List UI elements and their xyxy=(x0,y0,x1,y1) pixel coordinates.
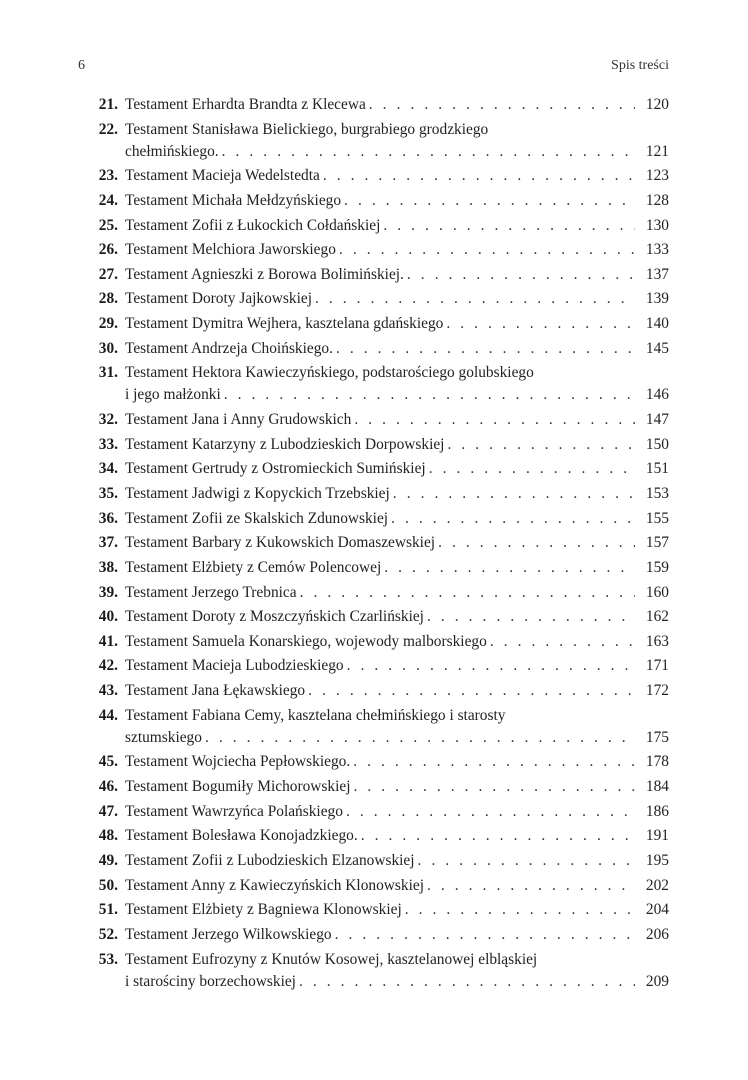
dot-leader xyxy=(305,680,635,702)
entry-page-number: 146 xyxy=(645,386,669,404)
entry-title-line: Testament Bolesława Konojadzkiego. xyxy=(125,827,358,845)
toc-entry xyxy=(78,825,669,847)
toc-entry xyxy=(78,264,669,286)
entry-title xyxy=(118,288,669,310)
page-number: 6 xyxy=(78,58,85,73)
entry-title-line: Testament Jerzego Trebnica xyxy=(125,583,297,601)
entry-title-line: Testament Zofii z Łukockich Cołdańskiej xyxy=(125,216,381,234)
toc-entry xyxy=(78,165,669,187)
entry-page-number: 178 xyxy=(645,753,669,771)
dot-leader xyxy=(380,215,635,237)
dot-leader xyxy=(404,264,635,286)
entry-leader-line xyxy=(125,141,669,163)
entry-title xyxy=(118,631,669,653)
dot-leader xyxy=(358,825,635,847)
dot-leader xyxy=(426,458,635,480)
entry-page-number: 184 xyxy=(645,778,669,796)
entry-leader-line xyxy=(125,825,669,847)
toc-entry xyxy=(78,899,669,921)
entry-title xyxy=(118,239,669,261)
entry-leader-line xyxy=(125,631,669,653)
dot-leader xyxy=(296,971,635,993)
entry-number: 23. xyxy=(98,167,118,185)
toc-entry xyxy=(78,190,669,212)
toc-entry xyxy=(78,557,669,579)
entry-page-number: 155 xyxy=(645,509,669,527)
dot-leader xyxy=(320,165,635,187)
entry-page-number: 151 xyxy=(645,460,669,478)
entry-title-line: Testament Michała Mełdzyńskiego xyxy=(125,191,342,209)
entry-number: 41. xyxy=(98,632,118,650)
dot-leader xyxy=(341,190,635,212)
dot-leader xyxy=(415,850,635,872)
entry-page-number: 204 xyxy=(645,901,669,919)
entry-page-number: 137 xyxy=(645,265,669,283)
entry-page-number: 150 xyxy=(645,435,669,453)
entry-page-number: 159 xyxy=(645,558,669,576)
entry-title-line: Testament Doroty Jajkowskiej xyxy=(125,290,312,308)
dot-leader xyxy=(350,751,635,773)
toc-entry xyxy=(78,239,669,261)
dot-leader xyxy=(343,801,635,823)
entry-number: 53. xyxy=(98,950,118,968)
dot-leader xyxy=(366,94,635,116)
entry-title xyxy=(118,434,669,456)
entry-leader-line xyxy=(125,483,669,505)
entry-number: 25. xyxy=(98,216,118,234)
entry-number: 45. xyxy=(98,753,118,771)
entry-number: 44. xyxy=(98,706,118,724)
entry-number: 21. xyxy=(98,96,118,113)
entry-title-line: i starościny borzechowskiej xyxy=(125,972,296,990)
toc-entry xyxy=(78,850,669,872)
toc-entry xyxy=(78,409,669,431)
entry-page-number: 157 xyxy=(645,534,669,552)
entry-leader-line xyxy=(125,288,669,310)
entry-title xyxy=(118,409,669,431)
entry-leader-line xyxy=(125,680,669,702)
entry-number: 42. xyxy=(98,657,118,675)
entry-title xyxy=(118,655,669,677)
entry-number: 27. xyxy=(98,265,118,283)
entry-title xyxy=(118,483,669,505)
toc-entry xyxy=(78,362,669,406)
entry-title-line: Testament Jana i Anny Grudowskich xyxy=(125,411,352,429)
entry-title-line: Testament Zofii ze Skalskich Zdunowskiej xyxy=(125,509,389,527)
entry-title-line: Testament Wawrzyńca Polańskiego xyxy=(125,802,343,820)
entry-number: 32. xyxy=(98,411,118,429)
table-of-contents xyxy=(78,94,669,995)
dot-leader xyxy=(219,141,635,163)
entry-leader-line xyxy=(125,532,669,554)
entry-title xyxy=(118,119,669,163)
entry-title-line: Testament Elżbiety z Bagniewa Klonowskiej xyxy=(125,901,402,919)
dot-leader xyxy=(424,875,635,897)
entry-title-line: Testament Erhardta Brandta z Klecewa xyxy=(125,96,366,113)
entry-title xyxy=(118,899,669,921)
entry-leader-line xyxy=(125,875,669,897)
entry-title-line: Testament Macieja Lubodzieskiego xyxy=(125,657,344,675)
entry-page-number: 130 xyxy=(645,216,669,234)
toc-entry xyxy=(78,751,669,773)
entry-number: 50. xyxy=(98,876,118,894)
dot-leader xyxy=(332,924,635,946)
dot-leader xyxy=(487,631,635,653)
entry-page-number: 175 xyxy=(645,728,669,746)
toc-entry xyxy=(78,94,669,116)
entry-leader-line xyxy=(125,264,669,286)
toc-entry xyxy=(78,776,669,798)
entry-title-line: Testament Jana Łękawskiego xyxy=(125,682,306,700)
entry-title xyxy=(118,165,669,187)
entry-leader-line xyxy=(125,434,669,456)
entry-number: 46. xyxy=(98,778,118,796)
dot-leader xyxy=(444,434,635,456)
entry-leader-line xyxy=(125,313,669,335)
dot-leader xyxy=(390,483,635,505)
entry-page-number: 202 xyxy=(645,876,669,894)
entry-number: 34. xyxy=(98,460,118,478)
toc-entry xyxy=(78,458,669,480)
entry-title xyxy=(118,825,669,847)
dot-leader xyxy=(202,727,635,749)
entry-title-line: Testament Katarzyny z Lubodzieskich Dorpowskiej xyxy=(125,435,445,453)
entry-title-line: Testament Samuela Konarskiego, wojewody malborskiego xyxy=(125,632,487,650)
entry-page-number: 153 xyxy=(645,484,669,502)
entry-number: 49. xyxy=(98,851,118,869)
entry-leader-line xyxy=(125,384,669,406)
entry-title-line: Testament Macieja Wedelstedta xyxy=(125,167,320,185)
dot-leader xyxy=(435,532,635,554)
dot-leader xyxy=(388,508,635,530)
entry-leader-line xyxy=(125,239,669,261)
entry-page-number: 139 xyxy=(645,290,669,308)
entry-title xyxy=(118,949,669,993)
entry-page-number: 140 xyxy=(645,315,669,333)
entry-leader-line xyxy=(125,94,669,116)
dot-leader xyxy=(297,582,635,604)
dot-leader xyxy=(350,776,635,798)
entry-title-line: Testament Jerzego Wilkowskiego xyxy=(125,925,332,943)
entry-title-line: Testament Zofii z Lubodzieskich Elzanowskiej xyxy=(125,851,415,869)
dot-leader xyxy=(344,655,635,677)
toc-entry xyxy=(78,606,669,628)
entry-title-line: Testament Dymitra Wejhera, kasztelana gdańskiego xyxy=(125,315,444,333)
entry-leader-line xyxy=(125,776,669,798)
entry-page-number: 195 xyxy=(645,851,669,869)
toc-entry xyxy=(78,655,669,677)
dot-leader xyxy=(351,409,635,431)
entry-title xyxy=(118,850,669,872)
entry-number: 33. xyxy=(98,435,118,453)
entry-title xyxy=(118,875,669,897)
entry-leader-line xyxy=(125,190,669,212)
entry-title xyxy=(118,751,669,773)
dot-leader xyxy=(402,899,635,921)
entry-page-number: 133 xyxy=(645,241,669,259)
entry-leader-line xyxy=(125,924,669,946)
entry-title xyxy=(118,776,669,798)
entry-title-line: Testament Anny z Kawieczyńskich Klonowskiej xyxy=(125,876,424,894)
entry-leader-line xyxy=(125,655,669,677)
toc-entry xyxy=(78,875,669,897)
entry-number: 28. xyxy=(98,290,118,308)
entry-page-number: 162 xyxy=(645,608,669,626)
entry-title xyxy=(118,94,669,116)
dot-leader xyxy=(221,384,635,406)
entry-number: 36. xyxy=(98,509,118,527)
entry-number: 22. xyxy=(98,120,118,138)
toc-entry xyxy=(78,508,669,530)
entry-title-line: Testament Eufrozyny z Knutów Kosowej, kasztelanowej elbląskiej xyxy=(125,950,538,968)
entry-number: 47. xyxy=(98,802,118,820)
entry-title-line: sztumskiego xyxy=(125,728,202,746)
entry-title xyxy=(118,557,669,579)
entry-title-line: Testament Fabiana Cemy, kasztelana chełmińskiego i starosty xyxy=(125,706,506,724)
entry-number: 43. xyxy=(98,682,118,700)
toc-entry xyxy=(78,680,669,702)
entry-page-number: 191 xyxy=(645,827,669,845)
dot-leader xyxy=(443,313,635,335)
entry-title-line: Testament Gertrudy z Ostromieckich Sumińskiej xyxy=(125,460,426,478)
toc-entry xyxy=(78,483,669,505)
toc-entry xyxy=(78,924,669,946)
entry-number: 31. xyxy=(98,364,118,382)
entry-page-number: 209 xyxy=(645,972,669,990)
entry-title-line: i jego małżonki xyxy=(125,386,221,404)
entry-page-number: 186 xyxy=(645,802,669,820)
dot-leader xyxy=(336,239,635,261)
entry-number: 29. xyxy=(98,315,118,333)
entry-number: 39. xyxy=(98,583,118,601)
entry-page-number: 120 xyxy=(645,96,669,113)
entry-title-line: chełmińskiego. xyxy=(125,142,219,160)
toc-entry xyxy=(78,338,669,360)
entry-leader-line xyxy=(125,727,669,749)
entry-title xyxy=(118,582,669,604)
entry-page-number: 147 xyxy=(645,411,669,429)
entry-page-number: 128 xyxy=(645,191,669,209)
dot-leader xyxy=(333,338,635,360)
entry-page-number: 172 xyxy=(645,682,669,700)
entry-leader-line xyxy=(125,338,669,360)
toc-entry xyxy=(78,801,669,823)
entry-number: 51. xyxy=(98,901,118,919)
entry-leader-line xyxy=(125,801,669,823)
entry-leader-line xyxy=(125,215,669,237)
entry-leader-line xyxy=(125,165,669,187)
entry-number: 35. xyxy=(98,484,118,502)
entry-page-number: 121 xyxy=(645,142,669,160)
entry-title-line: Testament Barbary z Kukowskich Domaszewskiej xyxy=(125,534,436,552)
entry-number: 24. xyxy=(98,191,118,209)
entry-title xyxy=(118,801,669,823)
entry-title-line: Testament Melchiora Jaworskiego xyxy=(125,241,336,259)
entry-title-line: Testament Doroty z Moszczyńskich Czarlińskiej xyxy=(125,608,424,626)
toc-entry xyxy=(78,288,669,310)
entry-page-number: 206 xyxy=(645,925,669,943)
entry-title-line: Testament Jadwigi z Kopyckich Trzebskiej xyxy=(125,484,390,502)
entry-leader-line xyxy=(125,557,669,579)
entry-title xyxy=(118,680,669,702)
entry-number: 38. xyxy=(98,558,118,576)
entry-number: 48. xyxy=(98,827,118,845)
entry-leader-line xyxy=(125,850,669,872)
entry-title xyxy=(118,924,669,946)
entry-title-line: Testament Bogumiły Michorowskiej xyxy=(125,778,351,796)
entry-title-line: Testament Stanisława Bielickiego, burgrabiego grodzkiego xyxy=(125,120,489,138)
dot-leader xyxy=(381,557,635,579)
toc-entry xyxy=(78,631,669,653)
entry-title-line: Testament Hektora Kawieczyńskiego, podstarościego golubskiego xyxy=(125,364,534,382)
entry-title xyxy=(118,705,669,749)
entry-page-number: 160 xyxy=(645,583,669,601)
running-header xyxy=(78,58,669,74)
entry-page-number: 145 xyxy=(645,339,669,357)
entry-leader-line xyxy=(125,582,669,604)
entry-leader-line xyxy=(125,458,669,480)
entry-page-number: 123 xyxy=(645,167,669,185)
entry-title-line: Testament Agnieszki z Borowa Bolimińskiej. xyxy=(125,265,404,283)
section-title: Spis treści xyxy=(611,58,669,73)
entry-page-number: 163 xyxy=(645,632,669,650)
entry-title-line: Testament Andrzeja Choińskiego. xyxy=(125,339,333,357)
toc-entry xyxy=(78,532,669,554)
entry-title xyxy=(118,190,669,212)
entry-title-line: Testament Wojciecha Pepłowskiego. xyxy=(125,753,351,771)
entry-page-number: 171 xyxy=(645,657,669,675)
entry-leader-line xyxy=(125,409,669,431)
toc-entry xyxy=(78,313,669,335)
toc-entry xyxy=(78,215,669,237)
toc-entry xyxy=(78,582,669,604)
entry-title xyxy=(118,215,669,237)
entry-title xyxy=(118,532,669,554)
entry-title xyxy=(118,264,669,286)
entry-number: 52. xyxy=(98,925,118,943)
dot-leader xyxy=(312,288,635,310)
entry-leader-line xyxy=(125,899,669,921)
entry-title xyxy=(118,338,669,360)
toc-entry xyxy=(78,705,669,749)
entry-number: 30. xyxy=(98,339,118,357)
entry-leader-line xyxy=(125,971,669,993)
entry-number: 37. xyxy=(98,534,118,552)
entry-title xyxy=(118,458,669,480)
toc-entry xyxy=(78,434,669,456)
entry-title xyxy=(118,606,669,628)
toc-entry xyxy=(78,949,669,993)
entry-title xyxy=(118,313,669,335)
entry-leader-line xyxy=(125,606,669,628)
entry-title xyxy=(118,508,669,530)
dot-leader xyxy=(424,606,635,628)
entry-leader-line xyxy=(125,751,669,773)
entry-title-line: Testament Elżbiety z Cemów Polencowej xyxy=(125,558,382,576)
toc-entry xyxy=(78,119,669,163)
entry-title xyxy=(118,362,669,406)
entry-number: 40. xyxy=(98,608,118,626)
entry-leader-line xyxy=(125,508,669,530)
entry-number: 26. xyxy=(98,241,118,259)
